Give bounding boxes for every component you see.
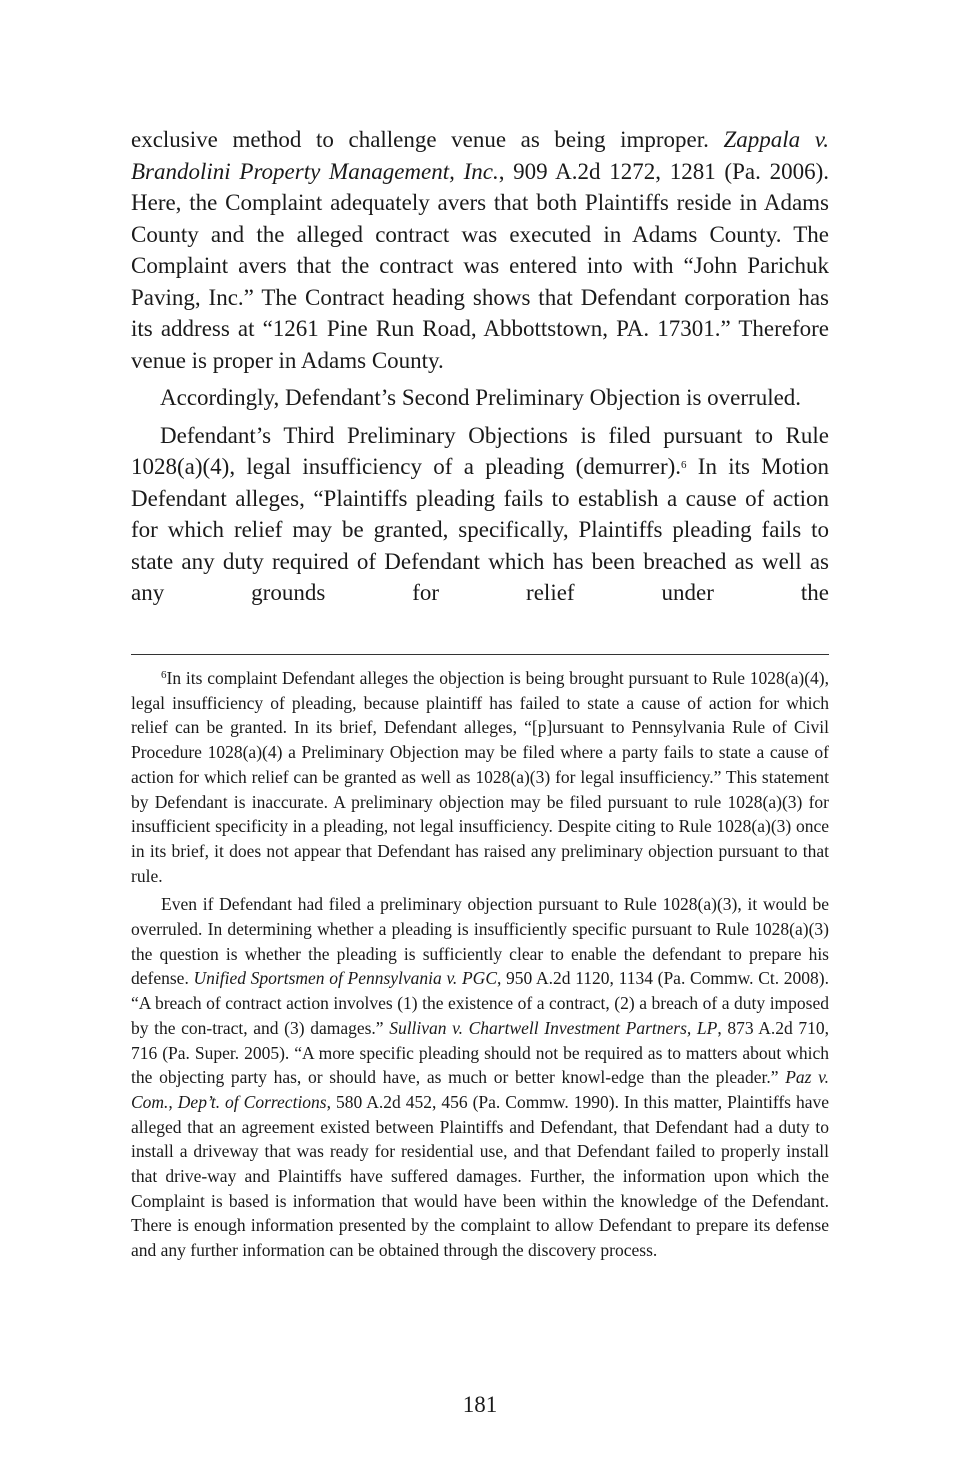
case-citation: Sullivan v. Chartwell Investment Partners, LP [389,1017,718,1038]
footnote-6-paragraph-2: Even if Defendant had filed a preliminary objection pursuant to Rule 1028(a)(3), it would be overruled. In determining whether a pleading is insufficiently specific pursuant to Rule 1028(a)(3) the question is whether the pleading is sufficiently clear to enable the defendant to prepare his defense. Unified Sportsmen of Pennsylvania v. PGC, 950 A.2d 1120, 1134 (Pa. Commw. Ct. 2008). “A breach of contract action involves (1) the existence of a contract, (2) a breach of a duty imposed by the con-tract, and (3) damages.” Sullivan v. Chartwell Investment Partners, LP, 873 A.2d 710, 716 (Pa. Super. 2005). “A more specific pleading should not be required as to matters about which the objecting party has, or should have, as much or better knowl-edge than the pleader.” Paz v. Com., Dep’t. of Corrections, 580 A.2d 452, 456 (Pa. Commw. 1990). In this matter, Plaintiffs have alleged that an agreement existed between Plaintiffs and Defendant, that Defendant had a duty to install a driveway that was ready for residential use, and that Defendant failed to properly install that drive-way and Plaintiffs have suffered damages. Further, the information upon which the Complaint is based is information that would have been within the knowledge of the Defendant. There is enough information presented by the complaint to allow Defendant to prepare its defense and any further information can be obtained through the discovery process. [131,894,830,1261]
page-number: 181 [462,1392,498,1417]
paragraph-third-objection: Defendant’s Third Preliminary Objections is filed pursuant to Rule 1028(a)(4), legal insufficiency of a pleading (demurrer).$^6$ In its Motion Defendant alleges, “Plaintiffs pleading fails to establish a cause of action for which relief may be granted, specifically, Plaintiffs pleading fails to state any duty required of Defendant which has been breached as well as any grounds for relief under the [131,422,829,605]
main-body-text [131,124,829,615]
footnotes [131,666,829,1267]
footnote-6-paragraph-1: $^6$In its complaint Defendant alleges the objection is being brought pursuant to Rule 1028(a)(4), legal insufficiency of pleading, because plaintiff has failed to state a cause of action for which relief can be granted. In its brief, Defendant alleges, “[p]ursuant to Pennsylvania Rule of Civil Procedure 1028(a)(4) a Preliminary Objection may be filed where a party fails to state a cause of action for which relief can be granted as well as 1028(a)(3) for legal insufficiency.” This statement by Defendant is inaccurate. A preliminary objection may be filed pursuant to rule 1028(a)(3) for insufficient specificity in a pleading, not legal insufficiency. Despite citing to Rule 1028(a)(3) once in its brief, it does not appear that Defendant has raised any preliminary objection pursuant to that rule. [131,668,829,886]
footnote-reference: 6 [681,459,687,471]
footnote-divider [131,654,829,655]
case-citation: Zappala v. Brandolini Property Management, Inc. [131,127,830,184]
paragraph-venue: exclusive method to challenge venue as being improper. Zappala v. Brandolini Property Management, Inc., 909 A.2d 1272, 1281 (Pa. 2006). Here, the Complaint adequately avers that both Plaintiffs reside in Adams County and the alleged contract was executed in Adams County. The Complaint avers that the contract was entered into with “John Parichuk Paving, Inc.” The Contract heading shows that Defendant corporation has its address at “1261 Pine Run Road, Abbottstown, PA. 17301.” Therefore venue is proper in Adams County. [131,127,830,373]
case-citation: Unified Sportsmen of Pennsylvania v. PGC [193,968,497,989]
paragraph-second-objection: Accordingly, Defendant’s Second Preliminary Objection is overruled. [160,385,802,410]
case-citation: Paz v. Com., Dep’t. of Corrections [131,1067,830,1112]
footnote-marker: 6 [161,669,167,681]
